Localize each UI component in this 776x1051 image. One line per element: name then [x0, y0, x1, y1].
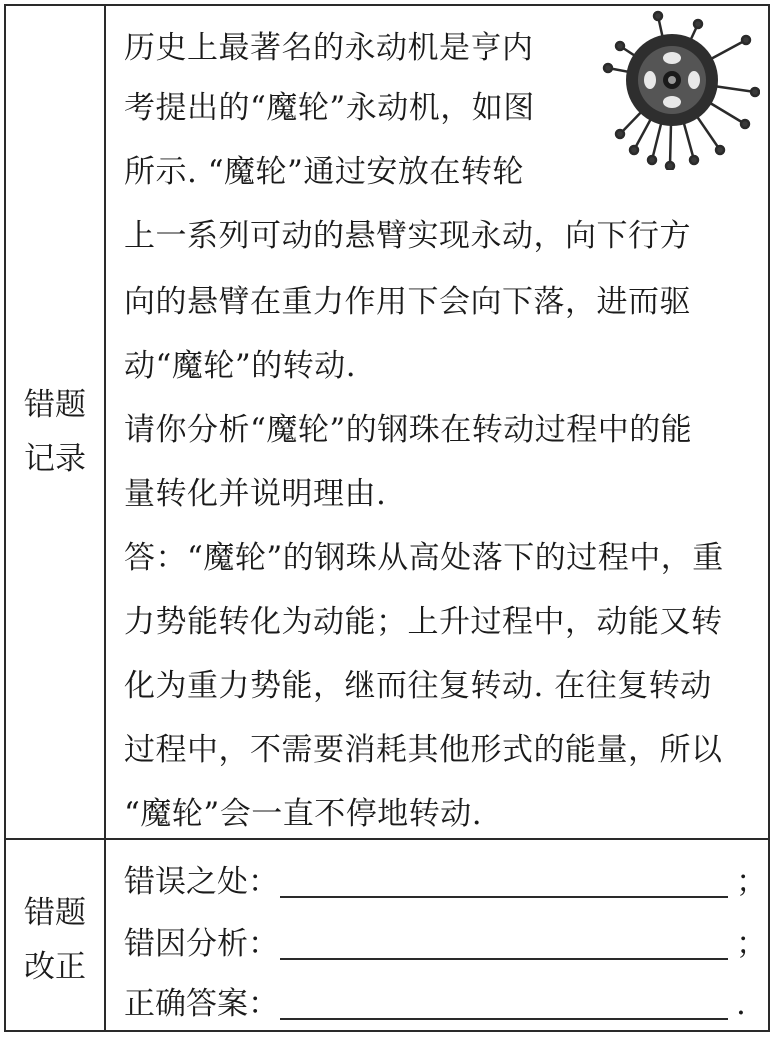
answer-line: 化为重力势能，继而往复转动. 在往复转动 [124, 668, 712, 704]
answer-line: 答：“魔轮”的钢珠从高处落下的过程中，重 [124, 540, 724, 576]
problem-line: 动“魔轮”的转动. [124, 348, 357, 384]
correction-row-correct-answer [124, 984, 764, 1032]
correction-label: 错因分析： [124, 926, 279, 962]
problem-line: 历史上最著名的永动机是亨内 [124, 30, 534, 66]
label-error-correction [6, 886, 104, 994]
label-line: 改正 [24, 949, 86, 985]
row-divider [6, 838, 768, 840]
row-end-punct: ； [736, 926, 767, 962]
problem-line: 所示. “魔轮”通过安放在转轮 [124, 154, 524, 190]
label-line: 错题 [24, 387, 86, 423]
magic-wheel-figure [600, 10, 760, 170]
label-line: 错题 [24, 895, 86, 931]
correction-label: 正确答案： [124, 986, 279, 1022]
answer-blank[interactable] [280, 958, 728, 960]
problem-line: 上一系列可动的悬臂实现永动，向下行方 [124, 218, 691, 254]
row-end-punct: . [736, 986, 746, 1022]
problem-line: 考提出的“魔轮”永动机，如图 [124, 90, 535, 126]
correction-row-error-location [124, 862, 767, 910]
answer-blank[interactable] [280, 896, 728, 898]
correction-row-error-analysis [124, 924, 767, 972]
column-divider [104, 6, 106, 1030]
answer-line: 力势能转化为动能；上升过程中，动能又转 [124, 604, 723, 640]
wheel-axle [668, 76, 676, 84]
question-line: 请你分析“魔轮”的钢珠在转动过程中的能 [124, 412, 693, 448]
answer-line: “魔轮”会一直不停地转动. [124, 796, 483, 832]
row-end-punct: ； [736, 864, 767, 900]
question-line: 量转化并说明理由. [124, 476, 387, 512]
label-error-record [6, 378, 104, 486]
problem-line: 向的悬臂在重力作用下会向下落，进而驱 [124, 284, 691, 320]
correction-label: 错误之处： [124, 864, 279, 900]
label-line: 记录 [24, 441, 86, 477]
answer-blank[interactable] [280, 1018, 728, 1020]
answer-line: 过程中，不需要消耗其他形式的能量，所以 [124, 732, 723, 768]
